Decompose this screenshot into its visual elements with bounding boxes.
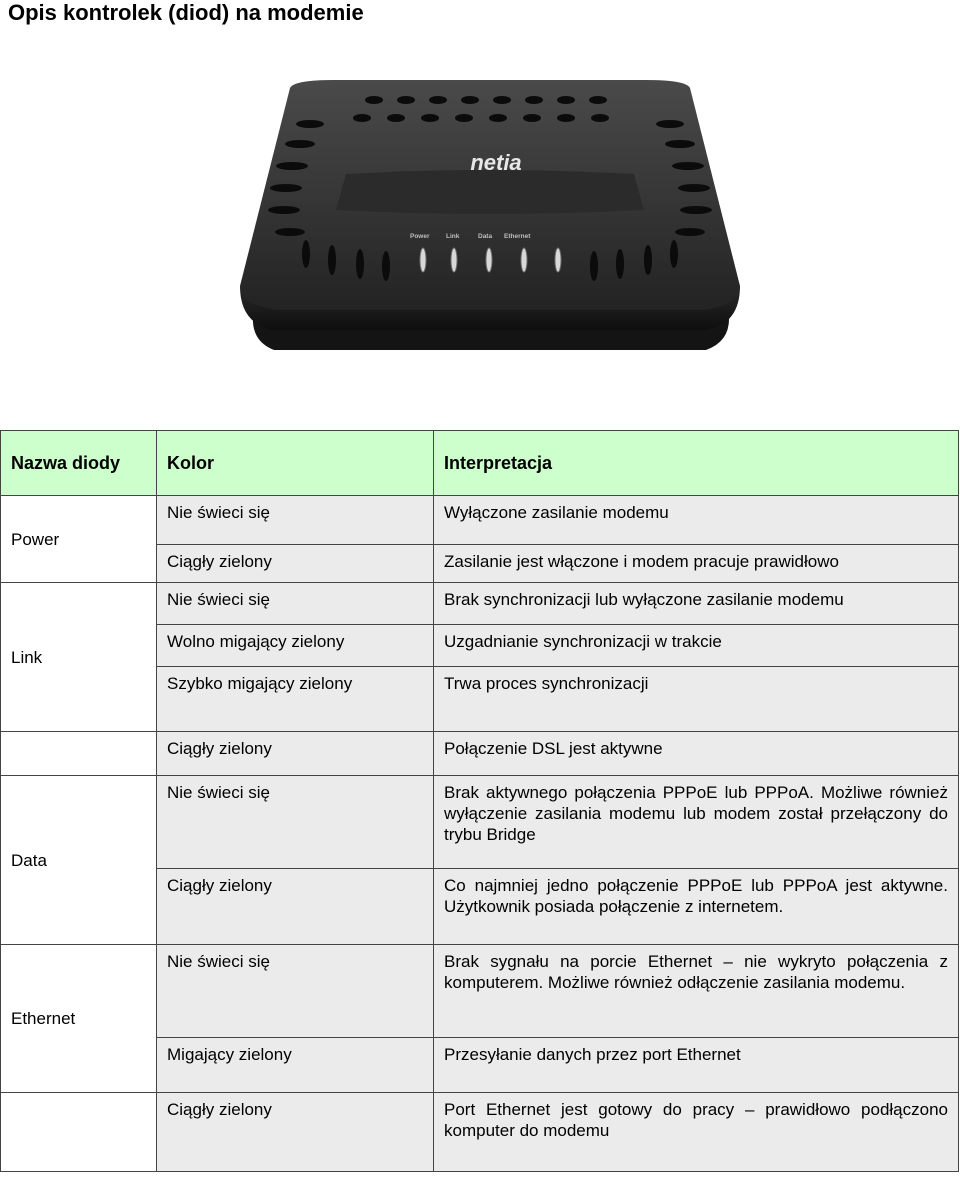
led-color: Nie świeci się: [157, 945, 434, 1038]
table-row: [1, 496, 959, 545]
led-interpretation: Zasilanie jest włączone i modem pracuje prawidłowo: [434, 545, 959, 583]
svg-text:Data: Data: [478, 233, 493, 240]
table-row: [1, 945, 959, 1038]
led-interpretation: Brak synchronizacji lub wyłączone zasilanie modemu: [434, 583, 959, 625]
led-name-link-continued: [1, 732, 157, 776]
led-color: Ciągły zielony: [157, 1093, 434, 1172]
led-interpretation: Brak aktywnego połączenia PPPoE lub PPPoA. Możliwe również wyłączenie zasilania modemu lub modem został przełączony do trybu Bridge: [434, 776, 959, 869]
led-color: Ciągły zielony: [157, 869, 434, 945]
led-interpretation: Przesyłanie danych przez port Ethernet: [434, 1038, 959, 1093]
led-name-data: Data: [1, 776, 157, 945]
table-row: [1, 1093, 959, 1172]
led-color: Ciągły zielony: [157, 732, 434, 776]
header-color: Kolor: [157, 431, 434, 496]
led-name-power: Power: [1, 496, 157, 583]
table-row: [1, 776, 959, 869]
led-interpretation: Połączenie DSL jest aktywne: [434, 732, 959, 776]
led-name-link: Link: [1, 583, 157, 732]
led-color: Nie świeci się: [157, 776, 434, 869]
led-color: Wolno migający zielony: [157, 625, 434, 667]
svg-text:Link: Link: [446, 233, 460, 240]
page-title: Opis kontrolek (diod) na modemie: [8, 0, 364, 25]
led-interpretation: Trwa proces synchronizacji: [434, 667, 959, 732]
table-header-row: [1, 431, 959, 496]
led-name-ethernet: Ethernet: [1, 945, 157, 1093]
header-interpretation: Interpretacja: [434, 431, 959, 496]
led-table: [0, 430, 959, 1172]
led-color: Szybko migający zielony: [157, 667, 434, 732]
table-row: [1, 583, 959, 625]
led-interpretation: Wyłączone zasilanie modemu: [434, 496, 959, 545]
led-name-ethernet-continued: [1, 1093, 157, 1172]
led-color: Nie świeci się: [157, 583, 434, 625]
led-interpretation: Port Ethernet jest gotowy do pracy – prawidłowo podłączono komputer do modemu: [434, 1093, 959, 1172]
modem-photo: [234, 78, 746, 374]
led-color: Migający zielony: [157, 1038, 434, 1093]
led-interpretation: Uzgadnianie synchronizacji w trakcie: [434, 625, 959, 667]
netia-logo: netia: [470, 150, 522, 175]
led-interpretation: Brak sygnału na porcie Ethernet – nie wykryto połączenia z komputerem. Możliwe również odłączenie zasilania modemu.: [434, 945, 959, 1038]
header-led-name: Nazwa diody: [1, 431, 157, 496]
led-color: Nie świeci się: [157, 496, 434, 545]
table-row: [1, 732, 959, 776]
svg-text:Power: Power: [410, 233, 430, 240]
svg-text:Ethernet: Ethernet: [504, 233, 531, 240]
led-color: Ciągły zielony: [157, 545, 434, 583]
led-interpretation: Co najmniej jedno połączenie PPPoE lub PPPoA jest aktywne. Użytkownik posiada połączenie z internetem.: [434, 869, 959, 945]
